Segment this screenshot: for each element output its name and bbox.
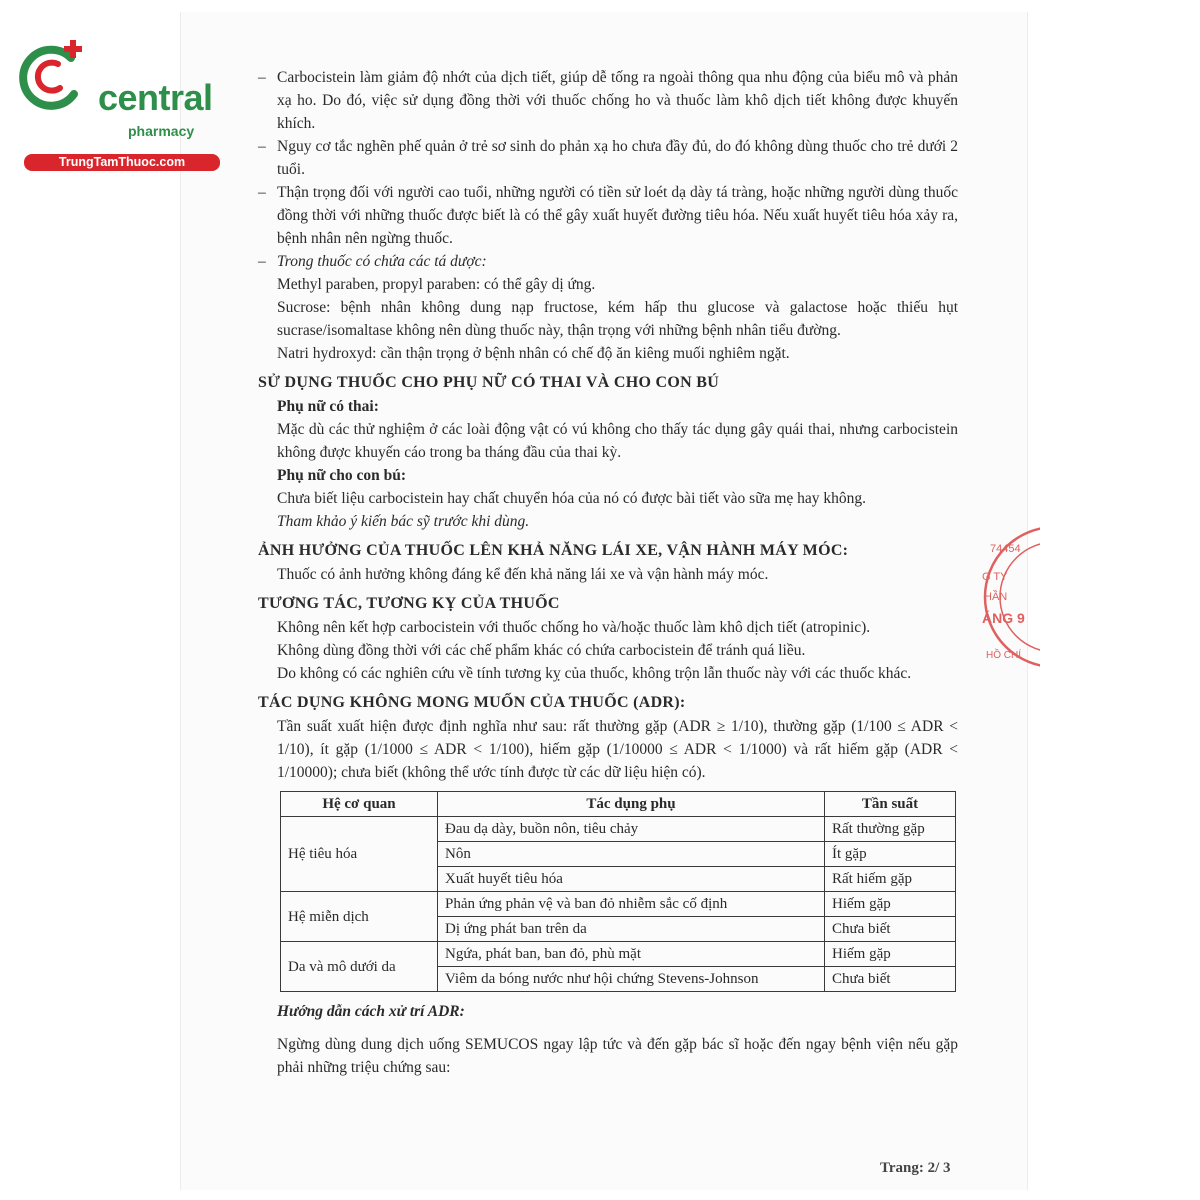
frequency-cell: Rất hiếm gặp: [825, 867, 956, 892]
warning-item: – Carbocistein làm giảm độ nhớt của dịch tiết, giúp dễ tống ra ngoài thông qua nhu động của biểu mô và phản xạ ho. Do đó, việc sử dụng đồng thời với thuốc chống ho và thuốc làm khô dịch tiết không được khuyến khích.: [258, 69, 958, 132]
organ-system-cell: Hệ tiêu hóa: [281, 817, 438, 892]
frequency-cell: Ít gặp: [825, 842, 956, 867]
warning-item: – Thận trọng đối với người cao tuổi, những người có tiền sử loét dạ dày tá tràng, hoặc những người dùng thuốc đồng thời với những thuốc được biết là có thể gây xuất huyết đường tiêu hóa. Nếu xuất huyết tiêu hóa xảy ra, bệnh nhân nên ngừng thuốc.: [258, 184, 958, 247]
excipient-line: Methyl paraben, propyl paraben: có thể gây dị ứng.: [277, 276, 596, 293]
adr-guide-text: Ngừng dùng dung dịch uống SEMUCOS ngay lập tức và đến gặp bác sĩ hoặc đến ngay bệnh viện nếu gặp phải những triệu chứng sau:: [277, 1036, 958, 1076]
svg-text:G TY: G TY: [982, 571, 1008, 583]
excipients-title: – Trong thuốc có chứa các tá dược:: [258, 253, 487, 270]
nursing-text: Chưa biết liệu carbocistein hay chất chuyển hóa của nó có được bài tiết vào sữa mẹ hay không.: [277, 490, 867, 507]
pharmacy-cross-icon: [10, 36, 90, 116]
frequency-cell: Hiếm gặp: [825, 892, 956, 917]
driving-text: Thuốc có ảnh hưởng không đáng kể đến khả năng lái xe và vận hành máy móc.: [277, 566, 769, 583]
table-row: [281, 942, 956, 967]
svg-text:HẦN: HẦN: [984, 591, 1008, 603]
adr-table: [280, 791, 956, 992]
adr-guide-heading: Hướng dẫn cách xử trí ADR:: [277, 1003, 465, 1020]
column-header: Tần suất: [825, 792, 956, 817]
frequency-cell: Rất thường gặp: [825, 817, 956, 842]
table-row: [281, 892, 956, 917]
pregnant-title: Phụ nữ có thai:: [277, 398, 379, 415]
organ-system-cell: Da và mô dưới da: [281, 942, 438, 992]
pregnant-text: Mặc dù các thử nghiệm ở các loài động vật có vú không cho thấy tác dụng gây quái thai, nhưng carbocistein không được khuyến cáo trong ba tháng đầu của thai kỳ.: [277, 421, 958, 461]
central-pharmacy-logo[interactable]: [10, 36, 215, 169]
effect-cell: Xuất huyết tiêu hóa: [438, 867, 825, 892]
leaflet-content: [258, 66, 958, 1079]
frequency-cell: Chưa biết: [825, 967, 956, 992]
excipient-line: Natri hydroxyd: cần thận trọng ở bệnh nhân có chế độ ăn kiêng muối nghiêm ngặt.: [277, 345, 790, 362]
logo-subtitle: pharmacy: [128, 123, 195, 139]
red-seal-stamp: [980, 522, 1040, 672]
effect-cell: Nôn: [438, 842, 825, 867]
interaction-line: Không nên kết hợp carbocistein với thuốc chống ho và/hoặc thuốc làm khô dịch tiết (atropinic).: [277, 619, 871, 636]
excipient-line: Sucrose: bệnh nhân không dung nạp fructose, kém hấp thu glucose và galactose hoặc thiếu hụt sucrase/isomaltase không nên dùng thuốc này, thận trọng với những bệnh nhân tiểu đường.: [277, 299, 958, 339]
svg-text:ÁNG 9: ÁNG 9: [982, 610, 1025, 626]
interaction-line: Không dùng đồng thời với các chế phẩm khác có chứa carbocistein để tránh quá liều.: [277, 642, 806, 659]
nursing-title: Phụ nữ cho con bú:: [277, 467, 407, 484]
seal-image: [980, 522, 1040, 672]
effect-cell: Phản ứng phản vệ và ban đỏ nhiễm sắc cố định: [438, 892, 825, 917]
logo-site-url[interactable]: TrungTamThuoc.com: [24, 154, 220, 171]
svg-text:74454: 74454: [990, 543, 1021, 555]
effect-cell: Viêm da bóng nước như hội chứng Stevens-Johnson: [438, 967, 825, 992]
logo-wordmark: central: [98, 77, 213, 118]
pregnancy-heading: SỬ DỤNG THUỐC CHO PHỤ NỮ CÓ THAI VÀ CHO CON BÚ: [258, 374, 720, 391]
effect-cell: Đau dạ dày, buồn nôn, tiêu chảy: [438, 817, 825, 842]
interactions-heading: TƯƠNG TÁC, TƯƠNG KỴ CỦA THUỐC: [258, 595, 560, 612]
adr-intro: Tần suất xuất hiện được định nghĩa như sau: rất thường gặp (ADR ≥ 1/10), thường gặp (1/100 ≤ ADR < 1/10), ít gặp (1/1000 ≤ ADR < 1/100), hiếm gặp (1/10000 ≤ ADR < 1/1000) và rất hiếm gặp (ADR < 1/10000); chưa biết (không thể ước tính được từ các dữ liệu hiện có).: [277, 718, 958, 781]
table-header-row: [281, 792, 956, 817]
frequency-cell: Hiếm gặp: [825, 942, 956, 967]
driving-heading: ẢNH HƯỞNG CỦA THUỐC LÊN KHẢ NĂNG LÁI XE, VẬN HÀNH MÁY MÓC:: [258, 542, 849, 559]
interaction-line: Do không có các nghiên cứu về tính tương kỵ của thuốc, không trộn lẫn thuốc này với các thuốc khác.: [277, 665, 912, 682]
page-number: Trang: 2/ 3: [880, 1160, 951, 1176]
effect-cell: Ngứa, phát ban, ban đỏ, phù mặt: [438, 942, 825, 967]
column-header: Tác dụng phụ: [438, 792, 825, 817]
table-row: [281, 817, 956, 842]
effect-cell: Dị ứng phát ban trên da: [438, 917, 825, 942]
nursing-note: Tham khảo ý kiến bác sỹ trước khi dùng.: [277, 513, 530, 530]
frequency-cell: Chưa biết: [825, 917, 956, 942]
svg-text:HỒ CHÍ: HỒ CHÍ: [986, 650, 1021, 661]
warning-item: – Nguy cơ tắc nghẽn phế quản ở trẻ sơ sinh do phản xạ ho chưa đầy đủ, do đó không dùng thuốc cho trẻ dưới 2 tuổi.: [258, 138, 958, 178]
organ-system-cell: Hệ miễn dịch: [281, 892, 438, 942]
adr-heading: TÁC DỤNG KHÔNG MONG MUỐN CỦA THUỐC (ADR):: [258, 694, 686, 711]
column-header: Hệ cơ quan: [281, 792, 438, 817]
